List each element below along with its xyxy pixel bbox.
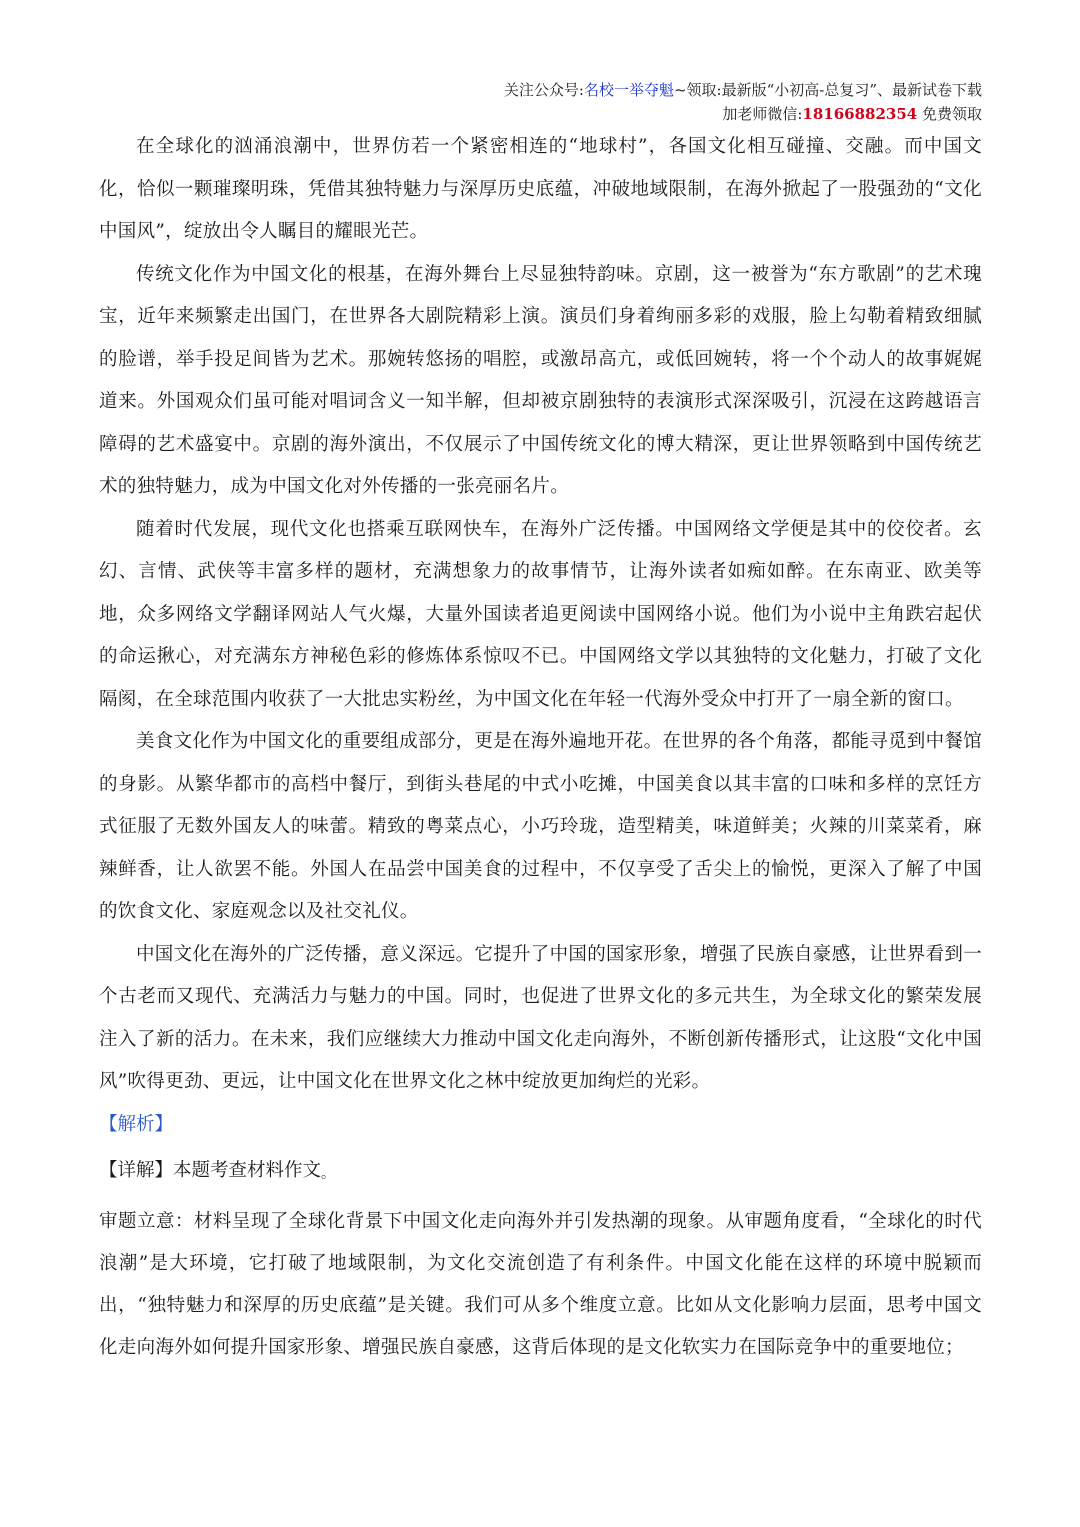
essay-content [99, 126, 982, 1369]
essay-paragraph: 在全球化的汹涌浪潮中，世界仿若一个紧密相连的“地球村”，各国文化相互碰撞、交融。而中国文化，恰似一颗璀璨明珠，凭借其独特魅力与深厚历史底蕴，冲破地域限制，在海外掀起了一股强劲的“文化中国风”，绽放出令人瞩目的耀眼光芒。 [99, 136, 982, 242]
promo-prefix: 关注公众号: [503, 81, 584, 99]
wechat-suffix: 免费领取 [917, 105, 982, 123]
analysis-tag: 【解析】 [99, 1113, 174, 1135]
detail-heading [99, 1150, 982, 1195]
promo-suffix: ~领取:最新版“小初高-总复习”、最新试卷下载 [673, 81, 982, 99]
essay-paragraph: 随着时代发展，现代文化也搭乘互联网快车，在海外广泛传播。中国网络文学便是其中的佼佼者。玄幻、言情、武侠等丰富多样的题材，充满想象力的故事情节，让海外读者如痴如醉。在东南亚、欧美等地，众多网络文学翻译网站人气火爆，大量外国读者追更阅读中国网络小说。他们为小说中主角跌宕起伏的命运揪心，对充满东方神秘色彩的修炼体系惊叹不已。中国网络文学以其独特的文化魅力，打破了文化隔阂，在全球范围内收获了一大批忠实粉丝，为中国文化在年轻一代海外受众中打开了一扇全新的窗口。 [99, 518, 982, 710]
promo-account-name: 名校一举夺魁 [583, 81, 674, 99]
detail-period: 。 [321, 1165, 336, 1182]
analysis-body: 审题立意：材料呈现了全球化背景下中国文化走向海外并引发热潮的现象。从审题角度看，“全球化的时代浪潮”是大环境，它打破了地域限制，为文化交流创造了有利条件。中国文化能在这样的环境中脱颖而出，“独特魅力和深厚的历史底蕴”是关键。我们可从多个维度立意。比如从文化影响力层面，思考中国文化走向海外如何提升国家形象、增强民族自豪感，这背后体现的是文化软实力在国际竞争中的重要地位； [99, 1210, 982, 1358]
essay-paragraph: 中国文化在海外的广泛传播，意义深远。它提升了中国的国家形象，增强了民族自豪感，让世界看到一个古老而又现代、充满活力与魅力的中国。同时，也促进了世界文化的多元共生，为全球文化的繁荣发展注入了新的活力。在未来，我们应继续大力推动中国文化走向海外，不断创新传播形式，让这股“文化中国风”吹得更劲、更远，让中国文化在世界文化之林中绽放更加绚烂的光彩。 [99, 943, 983, 1092]
detail-label: 【详解】本题考查材料作文 [99, 1159, 322, 1181]
essay-paragraph: 美食文化作为中国文化的重要组成部分，更是在海外遍地开花。在世界的各个角落，都能寻觅到中餐馆的身影。从繁华都市的高档中餐厅，到街头巷尾的中式小吃摊，中国美食以其丰富的口味和多样的烹饪方式征服了无数外国友人的味蕾。精致的粤菜点心，小巧玲珑，造型精美，味道鲜美；火辣的川菜菜肴，麻辣鲜香，让人欲罢不能。外国人在品尝中国美食的过程中，不仅享受了舌尖上的愉悦，更深入了解了中国的饮食文化、家庭观念以及社交礼仪。 [99, 731, 983, 922]
promo-header [504, 78, 982, 126]
promo-line-2 [504, 102, 982, 126]
essay-paragraph: 传统文化作为中国文化的根基，在海外舞台上尽显独特韵味。京剧，这一被誉为“东方歌剧”的艺术瑰宝，近年来频繁走出国门，在世界各大剧院精彩上演。演员们身着绚丽多彩的戏服，脸上勾勒着精致细腻的脸谱，举手投足间皆为艺术。那婉转悠扬的唱腔，或激昂高亢，或低回婉转，将一个个动人的故事娓娓道来。外国观众们虽可能对唱词含义一知半解，但却被京剧独特的表演形式深深吸引，沉浸在这跨越语言障碍的艺术盛宴中。京剧的海外演出，不仅展示了中国传统文化的博大精深，更让世界领略到中国传统艺术的独特魅力，成为中国文化对外传播的一张亮丽名片。 [99, 263, 982, 497]
wechat-prefix: 加老师微信: [722, 105, 803, 123]
wechat-number: 18166882354 [802, 105, 918, 123]
promo-line-1 [504, 78, 982, 102]
